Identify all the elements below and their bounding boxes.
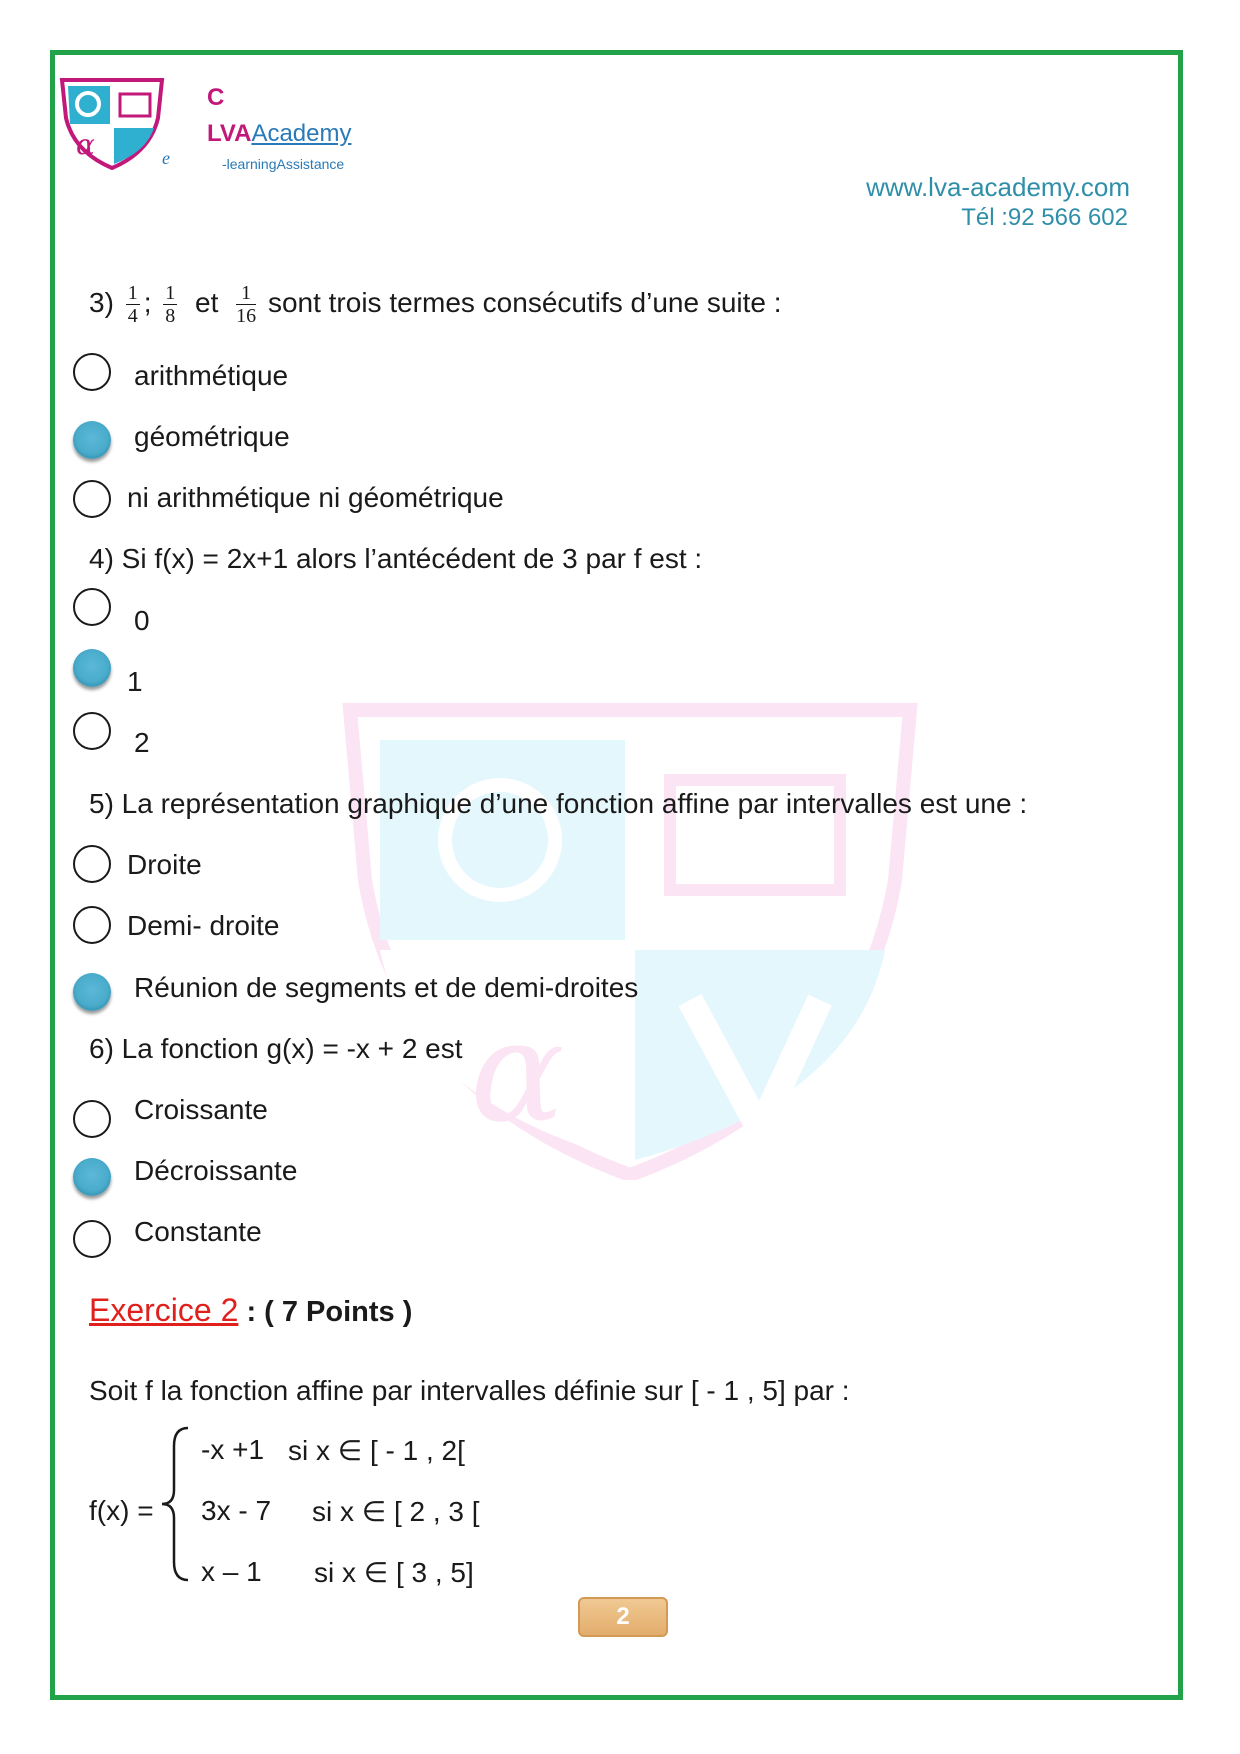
lva-academy-logo bbox=[58, 78, 166, 170]
radio-q6-decroissante-selected[interactable] bbox=[73, 1158, 111, 1196]
option-label: Croissante bbox=[134, 1094, 268, 1125]
piece-3-cond: si x ∈ [ 3 , 5] bbox=[314, 1557, 474, 1588]
svg-text:α: α bbox=[470, 991, 565, 1154]
piece-3-expr: x – 1 bbox=[201, 1556, 262, 1587]
piecewise-lhs: f(x) = bbox=[89, 1495, 154, 1526]
brand-lva: LVA bbox=[207, 120, 252, 147]
radio-q6-constante[interactable] bbox=[73, 1220, 111, 1258]
radio-q3-arithmetique[interactable] bbox=[73, 353, 111, 391]
brand-academy[interactable]: Academy bbox=[251, 120, 352, 147]
curly-brace bbox=[158, 1424, 192, 1584]
svg-text:α: α bbox=[76, 128, 95, 161]
radio-q6-croissante[interactable] bbox=[73, 1100, 111, 1138]
question-3 bbox=[89, 282, 782, 327]
radio-q5-reunion-selected[interactable] bbox=[73, 973, 111, 1011]
separator: ; bbox=[143, 286, 152, 318]
question-5: 5) La représentation graphique d’une fonction affine par intervalles est une : bbox=[89, 788, 1028, 819]
radio-q4-0[interactable] bbox=[73, 588, 111, 626]
radio-q5-droite[interactable] bbox=[73, 845, 111, 883]
fraction-1-8: $\frac{1}{8}$ bbox=[165, 282, 176, 327]
option-label: 2 bbox=[134, 727, 150, 758]
conjunction-et: et bbox=[195, 286, 219, 318]
website-link[interactable]: www.lva-academy.com bbox=[866, 172, 1130, 202]
exercise-2-heading bbox=[89, 1292, 412, 1329]
piece-2-expr: 3x - 7 bbox=[201, 1495, 272, 1526]
option-label: Réunion de segments et de demi-droites bbox=[134, 972, 639, 1003]
piece-1-expr: -x +1 bbox=[201, 1434, 265, 1465]
option-label: arithmétique bbox=[134, 360, 289, 391]
option-label: géométrique bbox=[134, 421, 290, 452]
option-label: Droite bbox=[127, 849, 202, 880]
piece-2-cond: si x ∈ [ 2 , 3 [ bbox=[312, 1496, 480, 1527]
question-number: 3) bbox=[89, 286, 114, 318]
question-6: 6) La fonction g(x) = -x + 2 est bbox=[89, 1033, 463, 1064]
brand-tagline: -learningAssistance bbox=[222, 156, 345, 172]
exercise-points: : ( 7 Points ) bbox=[238, 1296, 413, 1328]
radio-q3-geometrique-selected[interactable] bbox=[73, 421, 111, 459]
exercise-intro: Soit f la fonction affine par intervalles définie sur [ - 1 , 5] par : bbox=[89, 1375, 850, 1406]
option-label: 0 bbox=[134, 605, 150, 636]
radio-q3-ni-ni[interactable] bbox=[73, 480, 111, 518]
option-label: Décroissante bbox=[134, 1155, 298, 1186]
logo-letter-c: C bbox=[207, 84, 225, 111]
brand-name bbox=[207, 120, 351, 148]
question-text: sont trois termes consécutifs d’une suite : bbox=[267, 286, 782, 318]
phone-number: Tél :92 566 602 bbox=[961, 204, 1128, 231]
option-label: ni arithmétique ni géométrique bbox=[127, 482, 504, 513]
question-4: 4) Si f(x) = 2x+1 alors l’antécédent de 3 par f est : bbox=[89, 543, 703, 574]
radio-q4-2[interactable] bbox=[73, 712, 111, 750]
option-label: 1 bbox=[127, 666, 143, 697]
radio-q4-1-selected[interactable] bbox=[73, 649, 111, 687]
page-number: 2 bbox=[578, 1597, 668, 1637]
option-label: Constante bbox=[134, 1216, 262, 1247]
fraction-1-4: $\frac{1}{4}$ bbox=[127, 282, 138, 327]
radio-q5-demi-droite[interactable] bbox=[73, 906, 111, 944]
exercise-title: Exercice 2 bbox=[89, 1292, 239, 1328]
option-label: Demi- droite bbox=[127, 910, 280, 941]
piece-1-cond: si x ∈ [ - 1 , 2[ bbox=[288, 1435, 465, 1466]
logo-letter-e: e bbox=[162, 148, 170, 168]
watermark-shield bbox=[340, 700, 920, 1180]
fraction-1-16: $\frac{1}{16}$ bbox=[236, 282, 257, 327]
